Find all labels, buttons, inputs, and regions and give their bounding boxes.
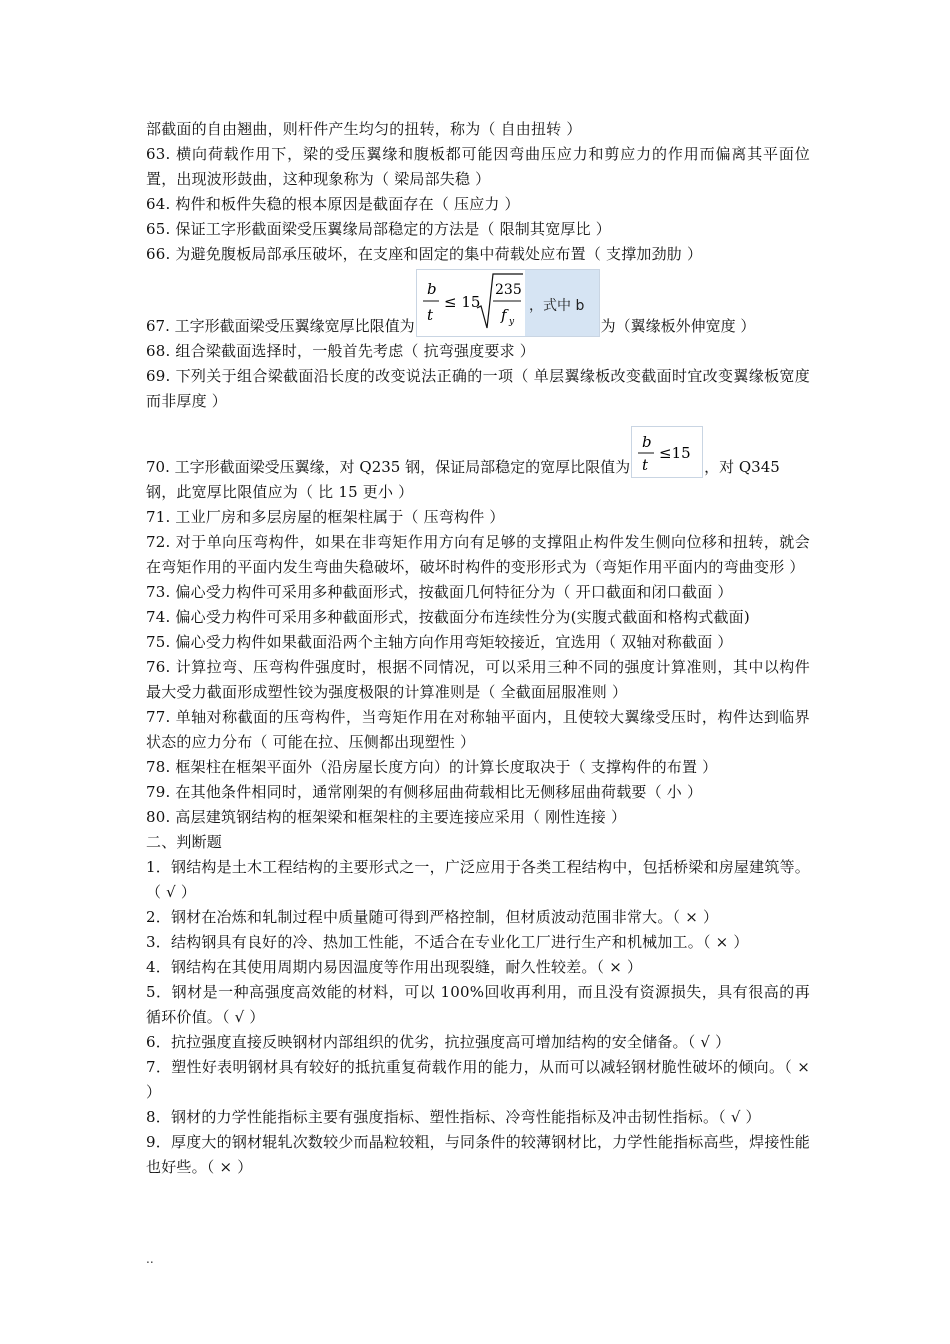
question-73: 73. 偏心受力构件可采用多种截面形式，按截面几何特征分为（ 开口截面和闭口截面 ） xyxy=(146,583,733,601)
question-67 xyxy=(146,267,810,339)
formula-1-radicand-den: f xyxy=(500,306,507,324)
question-67-prefix: 67. 工字形截面梁受压翼缘宽厚比限值为 xyxy=(146,317,415,335)
question-77: 77. 单轴对称截面的压弯构件，当弯矩作用在对称轴平面内，且使较大翼缘受压时，构件达到临界状态的应力分布（ 可能在拉、压侧都出现塑性 ） xyxy=(146,708,810,751)
question-71: 71. 工业厂房和多层房屋的框架柱属于（ 压弯构件 ） xyxy=(146,508,505,526)
question-69: 69. 下列关于组合梁截面沿长度的改变说法正确的一项（ 单层翼缘板改变截面时宜改变翼缘板宽度而非厚度 ） xyxy=(146,367,810,410)
question-64: 64. 构件和板件失稳的根本原因是截面存在（ 压应力 ） xyxy=(146,195,520,213)
formula-1-radicand-sub: y xyxy=(508,317,514,327)
formula-1-note: ，式中 b xyxy=(528,298,584,314)
question-75: 75. 偏心受力构件如果截面沿两个主轴方向作用弯矩较接近，宜选用（ 双轴对称截面 ） xyxy=(146,633,733,651)
formula-width-thickness-sqrt xyxy=(416,269,600,337)
question-70 xyxy=(146,422,810,480)
judgement-4: 4．钢结构在其使用周期内易因温度等作用出现裂缝，耐久性较差。（ × ） xyxy=(146,958,643,976)
judgement-9: 9．厚度大的钢材辊轧次数较少而晶粒较粗，与同条件的较薄钢材比，力学性能指标高些，焊接性能也好些。（ × ） xyxy=(146,1133,810,1176)
formula-2-relation: ≤15 xyxy=(659,444,691,462)
judgement-2: 2．钢材在冶炼和轧制过程中质量随可得到严格控制，但材质波动范围非常大。（ × ） xyxy=(146,908,719,926)
formula-1-relation: ≤ 15 xyxy=(443,293,481,311)
document-body xyxy=(146,117,810,1180)
formula-2-denominator: t xyxy=(642,456,649,474)
formula-width-thickness-limit xyxy=(631,426,703,478)
formula-2-numerator: b xyxy=(642,433,652,451)
judgement-5: 5．钢材是一种高强度高效能的材料，可以 100%回收再利用，而且没有资源损失，具有很高的再循环价值。（ √ ） xyxy=(146,983,810,1026)
question-78: 78. 框架柱在框架平面外（沿房屋长度方向）的计算长度取决于（ 支撑构件的布置 ） xyxy=(146,758,718,776)
judgement-1: 1．钢结构是土木工程结构的主要形式之一，广泛应用于各类工程结构中，包括桥梁和房屋建筑等。（ √ ） xyxy=(146,858,810,901)
formula-1-graphic xyxy=(417,270,599,336)
section-heading-judgement: 二、判断题 xyxy=(146,833,223,851)
question-80: 80. 高层建筑钢结构的框架梁和框架柱的主要连接应采用（ 刚性连接 ） xyxy=(146,808,627,826)
question-70-suffix: ，对 Q345 xyxy=(704,458,780,476)
question-63: 63. 横向荷载作用下，梁的受压翼缘和腹板都可能因弯曲压应力和剪应力的作用而偏离其平面位置，出现波形鼓曲，这种现象称为（ 梁局部失稳 ） xyxy=(146,145,810,188)
judgement-8: 8．钢材的力学性能指标主要有强度指标、塑性指标、冷弯性能指标及冲击韧性指标。（ √ ） xyxy=(146,1108,761,1126)
question-65: 65. 保证工字形截面梁受压翼缘局部稳定的方法是（ 限制其宽厚比 ） xyxy=(146,220,611,238)
question-79: 79. 在其他条件相同时，通常刚架的有侧移屈曲荷载相比无侧移屈曲荷载要（ 小 ） xyxy=(146,783,703,801)
question-76: 76. 计算拉弯、压弯构件强度时，根据不同情况，可以采用三种不同的强度计算准则，其中以构件最大受力截面形成塑性铰为强度极限的计算准则是（ 全截面屈服准则 ） xyxy=(146,658,810,701)
footer-mark: .. xyxy=(146,1252,154,1266)
judgement-3: 3．结构钢具有良好的冷、热加工性能，不适合在专业化工厂进行生产和机械加工。（ × ） xyxy=(146,933,749,951)
question-67-suffix: 为（翼缘板外伸宽度 ） xyxy=(600,317,756,335)
question-72: 72. 对于单向压弯构件，如果在非弯矩作用方向有足够的支撑阻止构件发生侧向位移和扭转，就会在弯矩作用的平面内发生弯曲失稳破坏，破坏时构件的变形形式为（弯矩作用平面内的弯曲变形 ） xyxy=(146,533,810,576)
question-66: 66. 为避免腹板局部承压破坏，在支座和固定的集中荷载处应布置（ 支撑加劲肋 ） xyxy=(146,245,703,263)
judgement-7: 7．塑性好表明钢材具有较好的抵抗重复荷载作用的能力，从而可以减轻钢材脆性破坏的倾向。（ × ） xyxy=(146,1058,810,1101)
question-70-continuation: 钢，此宽厚比限值应为（ 比 15 更小 ） xyxy=(146,483,414,501)
question-68: 68. 组合梁截面选择时，一般首先考虑（ 抗弯强度要求 ） xyxy=(146,342,535,360)
judgement-6: 6．抗拉强度直接反映钢材内部组织的优劣，抗拉强度高可增加结构的安全储备。（ √ ） xyxy=(146,1033,731,1051)
formula-2-graphic xyxy=(632,427,702,477)
paragraph-continuation: 部截面的自由翘曲，则杆件产生均匀的扭转，称为（ 自由扭转 ） xyxy=(146,120,582,138)
question-74: 74. 偏心受力构件可采用多种截面形式，按截面分布连续性分为(实腹式截面和格构式截面) xyxy=(146,608,750,626)
formula-1-radicand-num: 235 xyxy=(494,282,522,298)
formula-1-denominator: t xyxy=(426,306,433,324)
formula-1-numerator: b xyxy=(426,280,437,298)
question-70-prefix: 70. 工字形截面梁受压翼缘，对 Q235 钢，保证局部稳定的宽厚比限值为 xyxy=(146,458,631,476)
